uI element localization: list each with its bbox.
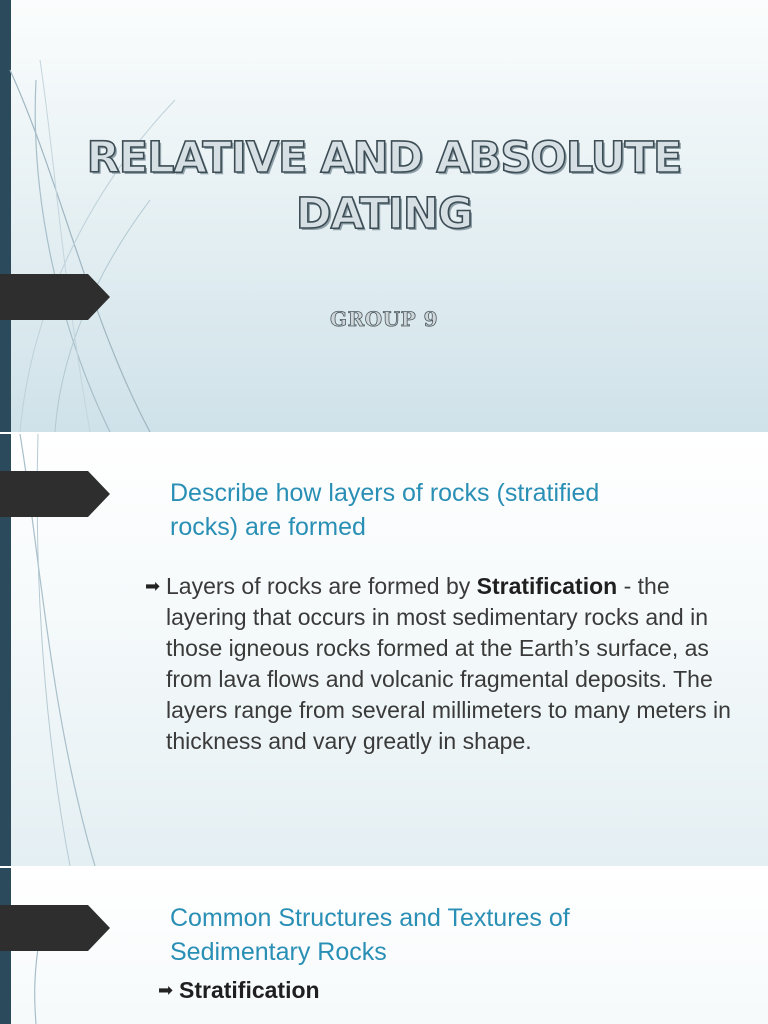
slide-subtitle: GROUP 9 <box>330 307 438 331</box>
slide-heading-line-1: Common Structures and Textures of <box>170 904 570 932</box>
bullet-bold-term: Stratification <box>179 977 320 1003</box>
slide-title-line-1: RELATIVE AND ABSOLUTE <box>86 133 682 183</box>
bullet-rest: - the layering that occurs in most sedimentary rocks and in those igneous rocks formed at the Earth’s surface, as from lava flows and volcanic fragmental deposits. The layers range from several millimeters to many meters in thickness and vary greatly in shape. <box>166 573 731 754</box>
bullet-item <box>145 571 735 757</box>
bullet-item <box>158 975 748 1006</box>
hand-pointer-icon: ➡ <box>158 980 174 1000</box>
bullet-bold-term: Stratification <box>476 573 618 599</box>
slide-heading-line-2: rocks) are formed <box>170 513 366 541</box>
slide-marker-arrow <box>0 471 100 517</box>
title-slide <box>0 0 768 432</box>
bullet-lead: Layers of rocks are formed by <box>166 573 477 599</box>
bullet-text <box>158 975 748 1006</box>
slide-title-line-2: DATING <box>295 189 473 239</box>
content-slide-stratified-rocks <box>0 434 768 866</box>
bullet-text <box>145 571 735 757</box>
slide-marker-arrow <box>0 905 100 951</box>
hand-pointer-icon: ➡ <box>145 576 161 596</box>
slide-heading-line-1: Describe how layers of rocks (stratified <box>170 479 600 507</box>
slide-heading-line-2: Sedimentary Rocks <box>170 938 387 966</box>
slide-heading <box>170 901 730 969</box>
slide-heading <box>170 476 730 544</box>
content-slide-sedimentary-structures <box>0 868 768 1024</box>
